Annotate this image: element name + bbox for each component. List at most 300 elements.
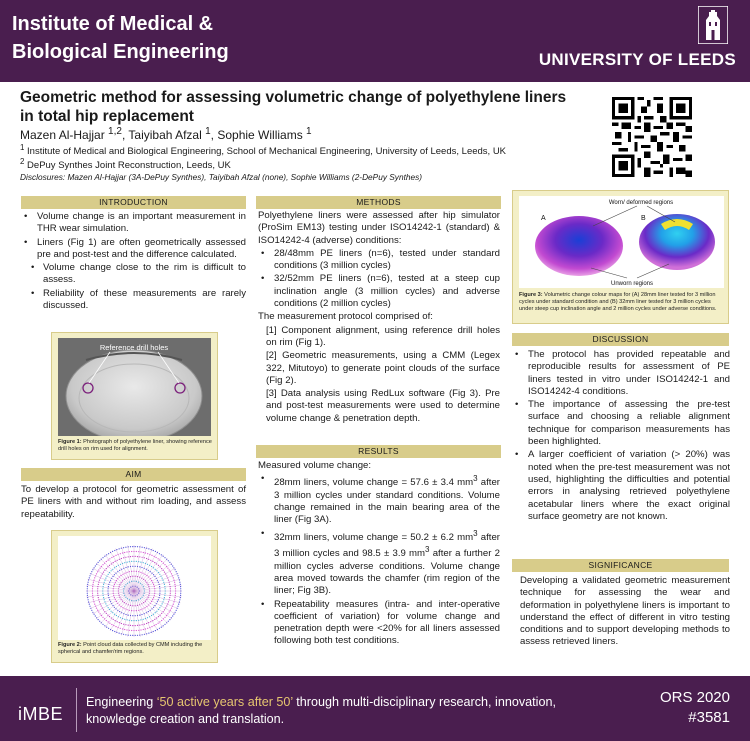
cloud-point <box>128 556 129 557</box>
cloud-point <box>153 574 154 575</box>
cloud-point <box>124 629 125 630</box>
affiliation-1-text: Institute of Medical and Biological Engineering, School of Mechanical Engineering, University of Leeds, Leeds, UK <box>24 146 507 158</box>
cloud-point <box>169 597 170 598</box>
university-name: UNIVERSITY OF LEEDS <box>538 50 736 69</box>
cloud-point <box>164 624 165 625</box>
cloud-point <box>163 625 164 626</box>
cloud-point <box>111 624 112 625</box>
cloud-point <box>128 615 129 616</box>
point-cloud <box>86 545 182 637</box>
poster-title-line1: Geometric method for assessing volumetric change of polyethylene liners <box>20 89 567 106</box>
cloud-point <box>108 553 109 554</box>
qr-code-icon[interactable] <box>612 97 692 177</box>
cloud-point <box>92 588 93 589</box>
cloud-point <box>148 622 149 623</box>
cloud-point <box>124 552 125 553</box>
cloud-point <box>119 584 120 585</box>
conference-id <box>660 688 730 728</box>
footer-divider <box>76 688 77 732</box>
cloud-point <box>103 572 104 573</box>
cloud-point <box>155 630 156 631</box>
cloud-point <box>152 599 153 600</box>
cloud-point <box>99 621 100 622</box>
figure-1-caption <box>58 439 213 453</box>
cloud-point <box>164 584 165 585</box>
cloud-point <box>103 609 104 610</box>
cloud-point <box>171 573 172 574</box>
cloud-point <box>148 559 149 560</box>
cloud-point <box>159 588 160 589</box>
cloud-point <box>142 624 143 625</box>
cloud-point <box>102 564 103 565</box>
cloud-point <box>137 635 138 636</box>
significance-text: Developing a validated geometric measurement technique for assessing the wear and deformation in polyethylene liners is important to understand the effect of different in vitro testing conditions and to support developing methods to assess retrieved liners. <box>520 575 730 648</box>
cloud-point <box>137 546 138 547</box>
cloud-point <box>87 584 88 585</box>
cloud-point <box>129 551 130 552</box>
cloud-point <box>121 569 122 570</box>
cloud-point <box>164 564 165 565</box>
cloud-point <box>123 547 124 548</box>
cloud-point <box>114 550 115 551</box>
cloud-point <box>169 569 170 570</box>
tagline-highlight: ‘50 active years after 50’ <box>156 695 293 709</box>
cloud-point <box>127 619 128 620</box>
cloud-point <box>124 608 125 609</box>
cloud-point <box>142 573 143 574</box>
cloud-point <box>145 628 146 629</box>
cloud-point <box>175 595 176 596</box>
cloud-point <box>91 610 92 611</box>
cloud-point <box>151 566 152 567</box>
author-3: , Sophie Williams <box>210 128 307 142</box>
methods-heading: METHODS <box>256 196 501 209</box>
cloud-point <box>148 597 149 598</box>
cloud-point <box>120 617 121 618</box>
cloud-point <box>119 611 120 612</box>
cloud-point <box>117 560 118 561</box>
cloud-point <box>97 571 98 572</box>
cloud-point <box>115 555 116 556</box>
cloud-point <box>157 580 158 581</box>
cloud-point <box>138 630 139 631</box>
list-item: • A larger coefficient of variation (> 20%) was noted when the pre-test measurement was not used, highlighting the difficulties and potential errors in analysing retrieved polyethylene acetabular liners where the exact original surface geometry are not known. <box>512 449 730 523</box>
cloud-point <box>174 599 175 600</box>
cloud-point <box>156 563 157 564</box>
cloud-point <box>113 619 114 620</box>
unworn-regions-label: Unworn regions <box>610 281 654 287</box>
cloud-point <box>153 550 154 551</box>
cloud-point <box>179 582 180 583</box>
cloud-point <box>175 612 176 613</box>
cloud-point <box>94 577 95 578</box>
cloud-point <box>156 557 157 558</box>
cloud-point <box>108 628 109 629</box>
volume-change-map <box>519 196 724 288</box>
unit-superscript: 3 <box>473 474 478 484</box>
cloud-point <box>147 553 148 554</box>
cloud-point <box>124 573 125 574</box>
cloud-point <box>169 562 170 563</box>
significance-heading: SIGNIFICANCE <box>512 559 729 572</box>
cloud-point <box>109 558 110 559</box>
cloud-point <box>129 620 130 621</box>
cloud-point <box>115 561 116 562</box>
list-item: • The protocol has provided repeatable and reproducible results for assessment of PE liners tested in vitro under ISO14242-1 and ISO14242-4 conditions. <box>512 349 730 398</box>
cloud-point <box>170 588 171 589</box>
fig1-label: Reference drill holes <box>99 343 169 352</box>
cloud-point <box>108 595 109 596</box>
cloud-point <box>127 572 128 573</box>
cloud-point <box>120 553 121 554</box>
cloud-point <box>116 566 117 567</box>
cloud-point <box>142 608 143 609</box>
cloud-point <box>176 610 177 611</box>
cloud-point <box>158 623 159 624</box>
cloud-point <box>136 620 137 621</box>
cloud-point <box>87 595 88 596</box>
cloud-point <box>101 575 102 576</box>
cloud-point <box>98 611 99 612</box>
figure-2-caption <box>58 642 213 656</box>
cloud-point <box>122 574 123 575</box>
cloud-point <box>135 625 136 626</box>
results-heading: RESULTS <box>256 445 501 458</box>
cloud-point <box>94 604 95 605</box>
cloud-point <box>123 634 124 635</box>
cloud-point <box>165 588 166 589</box>
cloud-point <box>155 569 156 570</box>
cloud-point <box>97 588 98 589</box>
cloud-point <box>141 614 142 615</box>
cloud-point <box>121 599 122 600</box>
result-2-part: after a further 2 million cycles adverse conditions. Volume change area moved towards the chamfer (rim region of the liner; Fig 3B). <box>274 548 500 597</box>
cloud-point <box>180 586 181 587</box>
methods-text <box>258 210 500 426</box>
cloud-point <box>164 617 165 618</box>
cloud-point <box>119 622 120 623</box>
cloud-point <box>159 553 160 554</box>
point-cloud-plot <box>58 536 211 640</box>
unit-superscript: 3 <box>425 545 430 555</box>
cloud-point <box>113 562 114 563</box>
cloud-point <box>125 547 126 548</box>
figure-1 <box>51 332 218 460</box>
author-3-affil: 1 <box>306 126 312 137</box>
cloud-point <box>144 624 145 625</box>
conference-name: ORS 2020 <box>659 689 730 706</box>
cloud-point <box>132 566 133 567</box>
cloud-point <box>139 625 140 626</box>
header-banner <box>0 0 750 82</box>
cloud-point <box>154 562 155 563</box>
cloud-point <box>119 633 120 634</box>
cloud-point <box>110 601 111 602</box>
cloud-point <box>158 582 159 583</box>
discussion-heading: DISCUSSION <box>512 333 729 346</box>
cloud-point <box>138 571 139 572</box>
cloud-point <box>154 619 155 620</box>
cloud-point <box>87 588 88 589</box>
cloud-point <box>156 611 157 612</box>
list-item: • Repeatability measures (intra- and inter-operative coefficient of variation) for volume change and penetration depth were <20% for all liners assessed following both test conditions. <box>258 599 500 648</box>
cloud-point <box>92 586 93 587</box>
cloud-point <box>152 561 153 562</box>
cloud-point <box>164 597 165 598</box>
result-2-part: 32mm liners, volume change = 50.2 ± 6.2 mm <box>274 531 474 543</box>
cloud-point <box>122 552 123 553</box>
cloud-point <box>173 567 174 568</box>
cloud-point <box>132 546 133 547</box>
cloud-point <box>98 569 99 570</box>
cloud-point <box>161 613 162 614</box>
list-item: • The importance of assessing the pre-test surface and choosing a reliable alignment technique for comparison measurements has been highlighted. <box>512 399 730 448</box>
cloud-point <box>130 546 131 547</box>
map-b-label: B <box>641 215 646 222</box>
cloud-point <box>92 593 93 594</box>
cloud-point <box>95 615 96 616</box>
affiliation-1 <box>20 143 506 157</box>
cloud-point <box>159 607 160 608</box>
cloud-point <box>131 551 132 552</box>
cloud-point <box>115 582 116 583</box>
cloud-point <box>112 569 113 570</box>
cloud-point <box>112 551 113 552</box>
cloud-point <box>135 566 136 567</box>
cloud-point <box>121 548 122 549</box>
cloud-point <box>106 568 107 569</box>
cloud-point <box>113 586 114 587</box>
cloud-point <box>89 606 90 607</box>
cloud-point <box>108 588 109 589</box>
cloud-point <box>137 625 138 626</box>
cloud-point <box>117 621 118 622</box>
cloud-point <box>106 627 107 628</box>
cloud-point <box>108 574 109 575</box>
cloud-point <box>147 564 148 565</box>
caption-label: Figure 1: <box>58 439 82 445</box>
cloud-point <box>139 615 140 616</box>
cloud-point <box>169 611 170 612</box>
cloud-point <box>124 562 125 563</box>
cloud-point <box>132 635 133 636</box>
cloud-point <box>157 601 158 602</box>
cloud-point <box>103 584 104 585</box>
cloud-point <box>125 634 126 635</box>
affiliation-2-text: DePuy Synthes Joint Reconstruction, Leeds, UK <box>24 160 231 172</box>
cloud-point <box>179 599 180 600</box>
cloud-point <box>125 624 126 625</box>
result-1-part: after 3 million cycles under standard conditions. Volume change remained in the main bearing area of the liner (Fig 3A). <box>274 477 500 526</box>
cloud-point <box>111 557 112 558</box>
cloud-point <box>164 557 165 558</box>
cloud-point <box>99 560 100 561</box>
cloud-point <box>110 580 111 581</box>
cloud-point <box>180 584 181 585</box>
cloud-point <box>178 604 179 605</box>
cloud-point <box>106 561 107 562</box>
university-crest-icon <box>698 6 728 44</box>
cloud-point <box>92 595 93 596</box>
cloud-point <box>125 614 126 615</box>
cloud-point <box>113 595 114 596</box>
cloud-point <box>141 567 142 568</box>
cloud-point <box>132 625 133 626</box>
cloud-point <box>102 593 103 594</box>
cloud-point <box>121 612 122 613</box>
cloud-point <box>104 625 105 626</box>
cloud-point <box>140 609 141 610</box>
cloud-point <box>164 609 165 610</box>
cloud-point <box>92 569 93 570</box>
cloud-point <box>148 548 149 549</box>
cloud-point <box>151 615 152 616</box>
cloud-point <box>104 582 105 583</box>
cloud-point <box>101 605 102 606</box>
footer-banner <box>0 676 750 741</box>
cloud-point <box>151 632 152 633</box>
cloud-point <box>129 561 130 562</box>
cloud-point <box>136 551 137 552</box>
cloud-point <box>106 613 107 614</box>
cloud-point <box>87 593 88 594</box>
results-intro: Measured volume change: <box>258 460 372 471</box>
cloud-point <box>131 630 132 631</box>
result-1-part: 28mm liners, volume change = 57.6 ± 3.4 mm <box>274 477 474 489</box>
list-item <box>258 473 500 526</box>
cloud-point <box>161 554 162 555</box>
institute-title <box>12 10 312 66</box>
cloud-point <box>105 578 106 579</box>
cloud-point <box>98 562 99 563</box>
caption-label: Figure 3: <box>519 292 543 298</box>
cloud-point <box>128 566 129 567</box>
cloud-point <box>161 627 162 628</box>
cloud-point <box>163 582 164 583</box>
cloud-point <box>177 606 178 607</box>
cloud-point <box>161 568 162 569</box>
liner-photo <box>58 338 211 436</box>
cloud-point <box>165 593 166 594</box>
cloud-point <box>172 565 173 566</box>
cloud-point <box>132 615 133 616</box>
cloud-point <box>89 577 90 578</box>
cloud-point <box>146 599 147 600</box>
tagline-start: Engineering <box>86 695 157 709</box>
cloud-point <box>148 611 149 612</box>
methods-intro: Polyethylene liners were assessed after hip simulator (ProSim EM13) testing under ISO14242-1 (standard) & ISO14242-4 (adverse) conditions: <box>258 210 500 246</box>
cloud-point <box>162 580 163 581</box>
cloud-point <box>102 624 103 625</box>
institute-title-line2: Biological Engineering <box>12 41 229 63</box>
cloud-point <box>125 567 126 568</box>
cloud-point <box>132 605 133 606</box>
cloud-point <box>120 564 121 565</box>
cloud-point <box>98 584 99 585</box>
cloud-point <box>144 557 145 558</box>
cloud-point <box>127 609 128 610</box>
cloud-point <box>158 565 159 566</box>
poster-number: #3581 <box>688 709 730 726</box>
cloud-point <box>104 599 105 600</box>
cloud-point <box>159 621 160 622</box>
cloud-point <box>145 552 146 553</box>
cloud-point <box>89 575 90 576</box>
caption-text: Point cloud data collected by CMM including the spherical and chamfer/rim regions. <box>58 642 203 655</box>
cloud-point <box>138 561 139 562</box>
cloud-point <box>129 571 130 572</box>
cloud-point <box>106 554 107 555</box>
cloud-point <box>115 599 116 600</box>
cloud-point <box>167 568 168 569</box>
cloud-point <box>135 615 136 616</box>
cloud-point <box>163 556 164 557</box>
result-2-part: after 3 million cycles and 98.5 ± 3.9 mm <box>274 531 500 560</box>
cloud-point <box>151 555 152 556</box>
cloud-point <box>108 560 109 561</box>
cloud-point <box>142 557 143 558</box>
cloud-point <box>114 597 115 598</box>
cloud-point <box>94 614 95 615</box>
cloud-point <box>180 588 181 589</box>
caption-label: Figure 2: <box>58 642 82 648</box>
cloud-point <box>91 571 92 572</box>
cloud-point <box>170 571 171 572</box>
cloud-point <box>121 623 122 624</box>
figure-3 <box>512 190 729 324</box>
cloud-point <box>140 551 141 552</box>
affiliation-2-number: 2 <box>20 157 25 166</box>
cloud-point <box>121 558 122 559</box>
cloud-point <box>152 620 153 621</box>
cloud-point <box>152 582 153 583</box>
cloud-point <box>114 631 115 632</box>
cloud-point <box>168 560 169 561</box>
cloud-point <box>136 561 137 562</box>
cloud-point <box>109 623 110 624</box>
cloud-point <box>109 599 110 600</box>
protocol-step-3: [3] Data analysis using RedLux software (Fig 3). Pre and post-test measurements were used to determine volume change & penetration depth. <box>266 388 500 424</box>
cloud-point <box>135 546 136 547</box>
cloud-point <box>114 614 115 615</box>
cloud-point <box>130 635 131 636</box>
cloud-point <box>139 556 140 557</box>
cloud-point <box>162 578 163 579</box>
introduction-text <box>21 211 246 313</box>
cloud-point <box>127 562 128 563</box>
cloud-point <box>164 572 165 573</box>
cloud-point <box>175 588 176 589</box>
cloud-point <box>123 557 124 558</box>
aim-heading: AIM <box>21 468 246 481</box>
cloud-point <box>148 584 149 585</box>
cloud-point <box>111 563 112 564</box>
poster-title-line2: in total hip replacement <box>20 108 194 125</box>
cloud-point <box>129 610 130 611</box>
cloud-point <box>100 613 101 614</box>
cloud-point <box>104 601 105 602</box>
cloud-point <box>169 584 170 585</box>
cloud-point <box>173 577 174 578</box>
cloud-point <box>87 597 88 598</box>
cloud-point <box>168 580 169 581</box>
cloud-point <box>159 628 160 629</box>
cloud-point <box>111 611 112 612</box>
cloud-point <box>88 582 89 583</box>
cloud-point <box>146 582 147 583</box>
cloud-point <box>145 574 146 575</box>
cloud-point <box>151 549 152 550</box>
